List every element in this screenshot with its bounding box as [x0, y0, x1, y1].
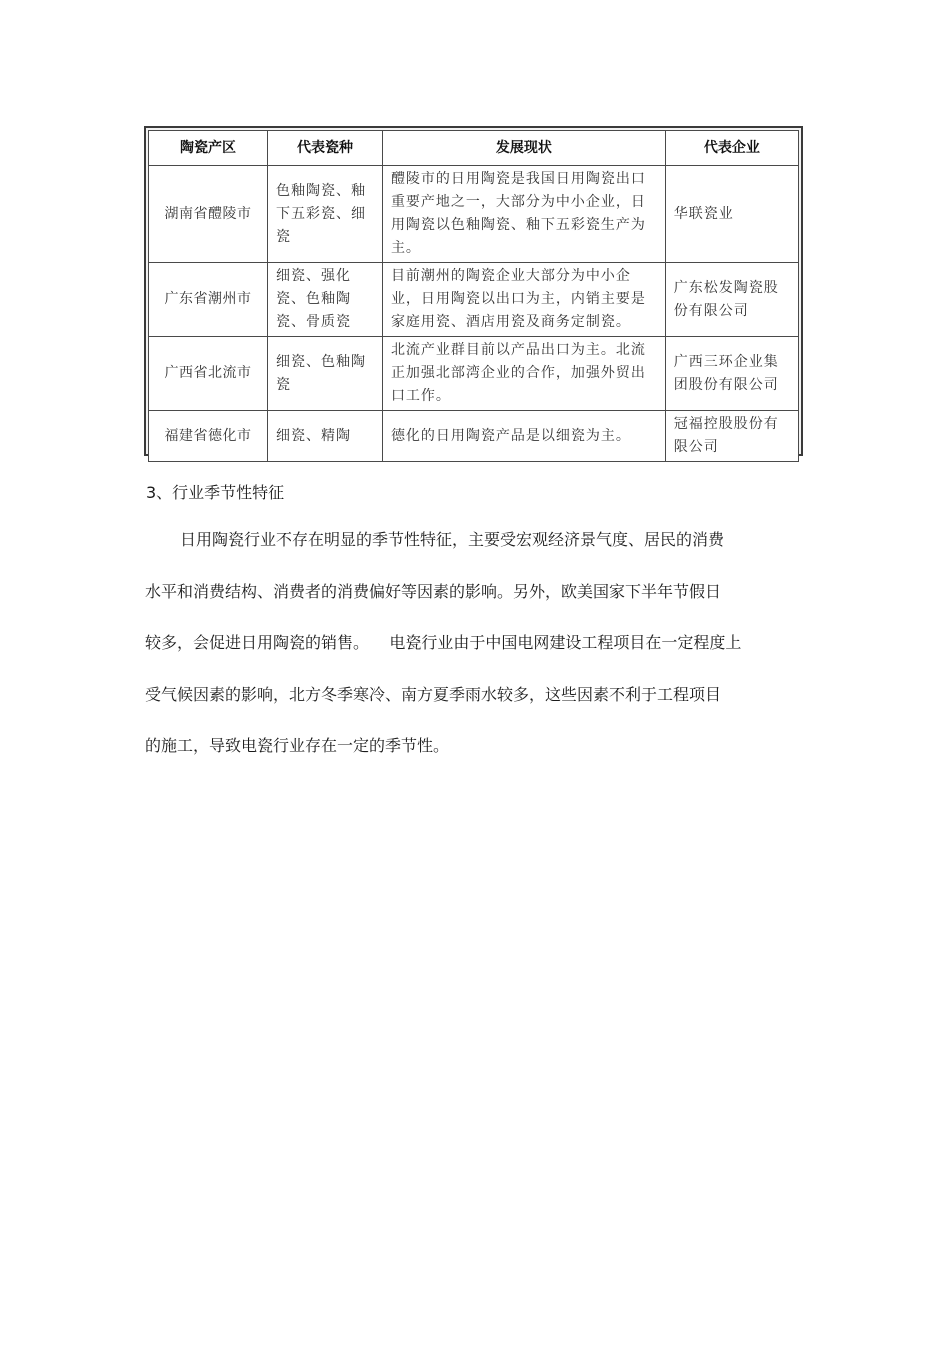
cell-region: 福建省德化市	[149, 411, 268, 462]
cell-company: 冠福控股股份有限公司	[665, 411, 798, 462]
cell-status: 德化的日用陶瓷产品是以细瓷为主。	[382, 411, 665, 462]
cell-company: 华联瓷业	[665, 166, 798, 263]
table-row	[149, 337, 799, 411]
cell-status: 醴陵市的日用陶瓷是我国日用陶瓷出口重要产地之一，大部分为中小企业，日用陶瓷以色釉陶瓷、釉下五彩瓷生产为主。	[382, 166, 665, 263]
cell-types: 细瓷、强化瓷、色釉陶瓷、骨质瓷	[268, 263, 383, 337]
section-heading: 3、行业季节性特征	[146, 483, 285, 502]
ceramic-regions-table-frame	[144, 126, 803, 456]
cell-types: 细瓷、精陶	[268, 411, 383, 462]
paragraph-line: 水平和消费结构、消费者的消费偏好等因素的影响。另外，欧美国家下半年节假日	[145, 581, 722, 601]
paragraph-line: 较多，会促进日用陶瓷的销售。 电瓷行业由于中国电网建设工程项目在一定程度上	[145, 633, 742, 652]
paragraph-line: 的施工，导致电瓷行业存在一定的季节性。	[145, 736, 450, 755]
ceramic-regions-table	[148, 130, 799, 462]
header-region: 陶瓷产区	[149, 131, 268, 166]
cell-region: 广东省潮州市	[149, 263, 268, 337]
cell-company: 广东松发陶瓷股份有限公司	[665, 263, 798, 337]
cell-status: 北流产业群目前以产品出口为主。北流正加强北部湾企业的合作，加强外贸出口工作。	[382, 337, 665, 411]
paragraph-line: 受气候因素的影响，北方冬季寒冷、南方夏季雨水较多，这些因素不利于工程项目	[145, 684, 722, 704]
table-header-row	[149, 131, 799, 166]
body-paragraph	[145, 527, 785, 785]
header-company: 代表企业	[665, 131, 798, 166]
cell-types: 色釉陶瓷、釉下五彩瓷、细瓷	[268, 166, 383, 263]
cell-region: 广西省北流市	[149, 337, 268, 411]
cell-types: 细瓷、色釉陶瓷	[268, 337, 383, 411]
table-row	[149, 166, 799, 263]
cell-status: 目前潮州的陶瓷企业大部分为中小企业，日用陶瓷以出口为主，内销主要是家庭用瓷、酒店用瓷及商务定制瓷。	[382, 263, 665, 337]
table-row	[149, 411, 799, 462]
cell-company: 广西三环企业集团股份有限公司	[665, 337, 798, 411]
header-status: 发展现状	[382, 131, 665, 166]
cell-region: 湖南省醴陵市	[149, 166, 268, 263]
paragraph-line: 日用陶瓷行业不存在明显的季节性特征，主要受宏观经济景气度、居民的消费	[180, 530, 725, 549]
header-types: 代表瓷种	[268, 131, 383, 166]
table-row	[149, 263, 799, 337]
